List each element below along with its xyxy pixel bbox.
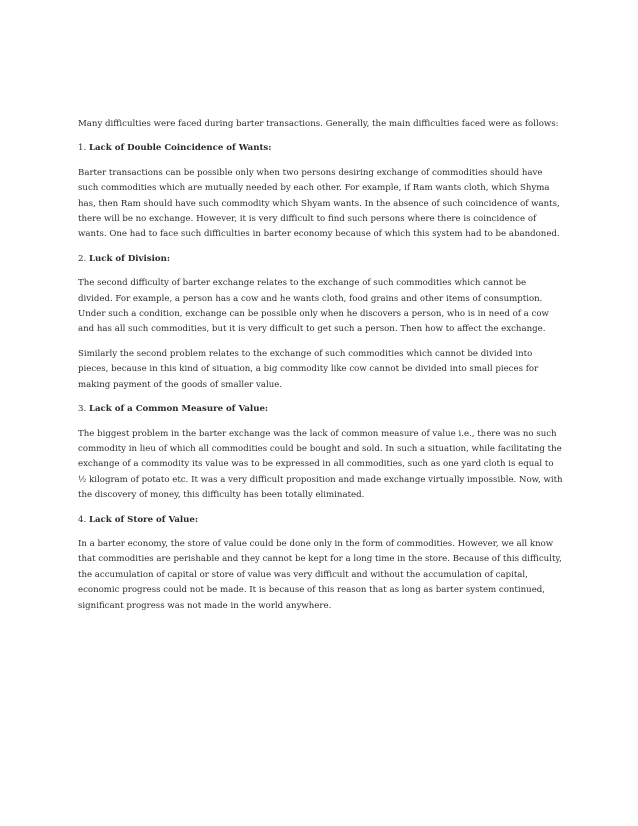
section-number: 3. bbox=[78, 404, 87, 415]
section-heading-4 bbox=[78, 513, 563, 528]
intro-paragraph: Many difficulties were faced during barter transactions. Generally, the main difficulties faced were as follows: bbox=[78, 119, 559, 129]
section-4-paragraph-1: In a barter economy, the store of value could be done only in the form of commodities. However, we all know that commodities are perishable and they cannot be kept for a long time in the store. Because of this difficulty, the accumulation of capital or store of value was very difficult and without the accumulation of capital, economic progress could not be made. It is because of this reason that as long as barter system continued, significant progress was not made in the world anywhere. bbox=[78, 538, 562, 611]
section-2-paragraph-1: The second difficulty of barter exchange relates to the exchange of such commodities which cannot be divided. For example, a person has a cow and he wants cloth, food grains and other items of consumption. Under such a condition, exchange can be possible only when he discovers a person, who is in need of a cow and has all such commodities, but it is very difficult to get such a person. Then how to affect the exchange. bbox=[78, 278, 549, 335]
section-heading-2 bbox=[78, 252, 563, 267]
section-heading-3 bbox=[78, 402, 563, 417]
section-1-paragraph-1: Barter transactions can be possible only when two persons desiring exchange of commodities should have such commodities which are mutually needed by each other. For example, if Ram wants cloth, which Shyma has, then Ram should have such commodity which Shyam wants. In the absence of such coincidence of wants, there will be no exchange. However, it is very difficult to find such persons where there is coincidence of wants. One had to face such difficulties in barter economy because of which this system had to be abandoned. bbox=[78, 167, 560, 240]
section-title: Lack of a Common Measure of Value: bbox=[88, 404, 269, 415]
section-number: 1. bbox=[78, 143, 87, 154]
document-body bbox=[78, 117, 563, 623]
section-title: Luck of Division: bbox=[88, 253, 171, 264]
section-heading-1 bbox=[78, 141, 563, 156]
section-number: 2. bbox=[78, 253, 87, 264]
section-title: Lack of Double Coincidence of Wants: bbox=[88, 143, 272, 154]
section-3-paragraph-1: The biggest problem in the barter exchange was the lack of common measure of value i.e., there was no such commodity in lieu of which all commodities could be bought and sold. In such a situation, while facilitating the exchange of a commodity its value was to be expressed in all commodities, such as one yard cloth is equal to ½ kilogram of potato etc. It was a very difficult proposition and made exchange virtually impossible. Now, with the discovery of money, this difficulty has been totally eliminated. bbox=[78, 428, 563, 501]
section-title: Lack of Store of Value: bbox=[88, 514, 199, 525]
section-2-paragraph-2: Similarly the second problem relates to the exchange of such commodities which cannot be divided into pieces, because in this kind of situation, a big commodity like cow cannot be divided into small pieces for making payment of the goods of smaller value. bbox=[78, 348, 539, 390]
section-number: 4. bbox=[78, 514, 87, 525]
